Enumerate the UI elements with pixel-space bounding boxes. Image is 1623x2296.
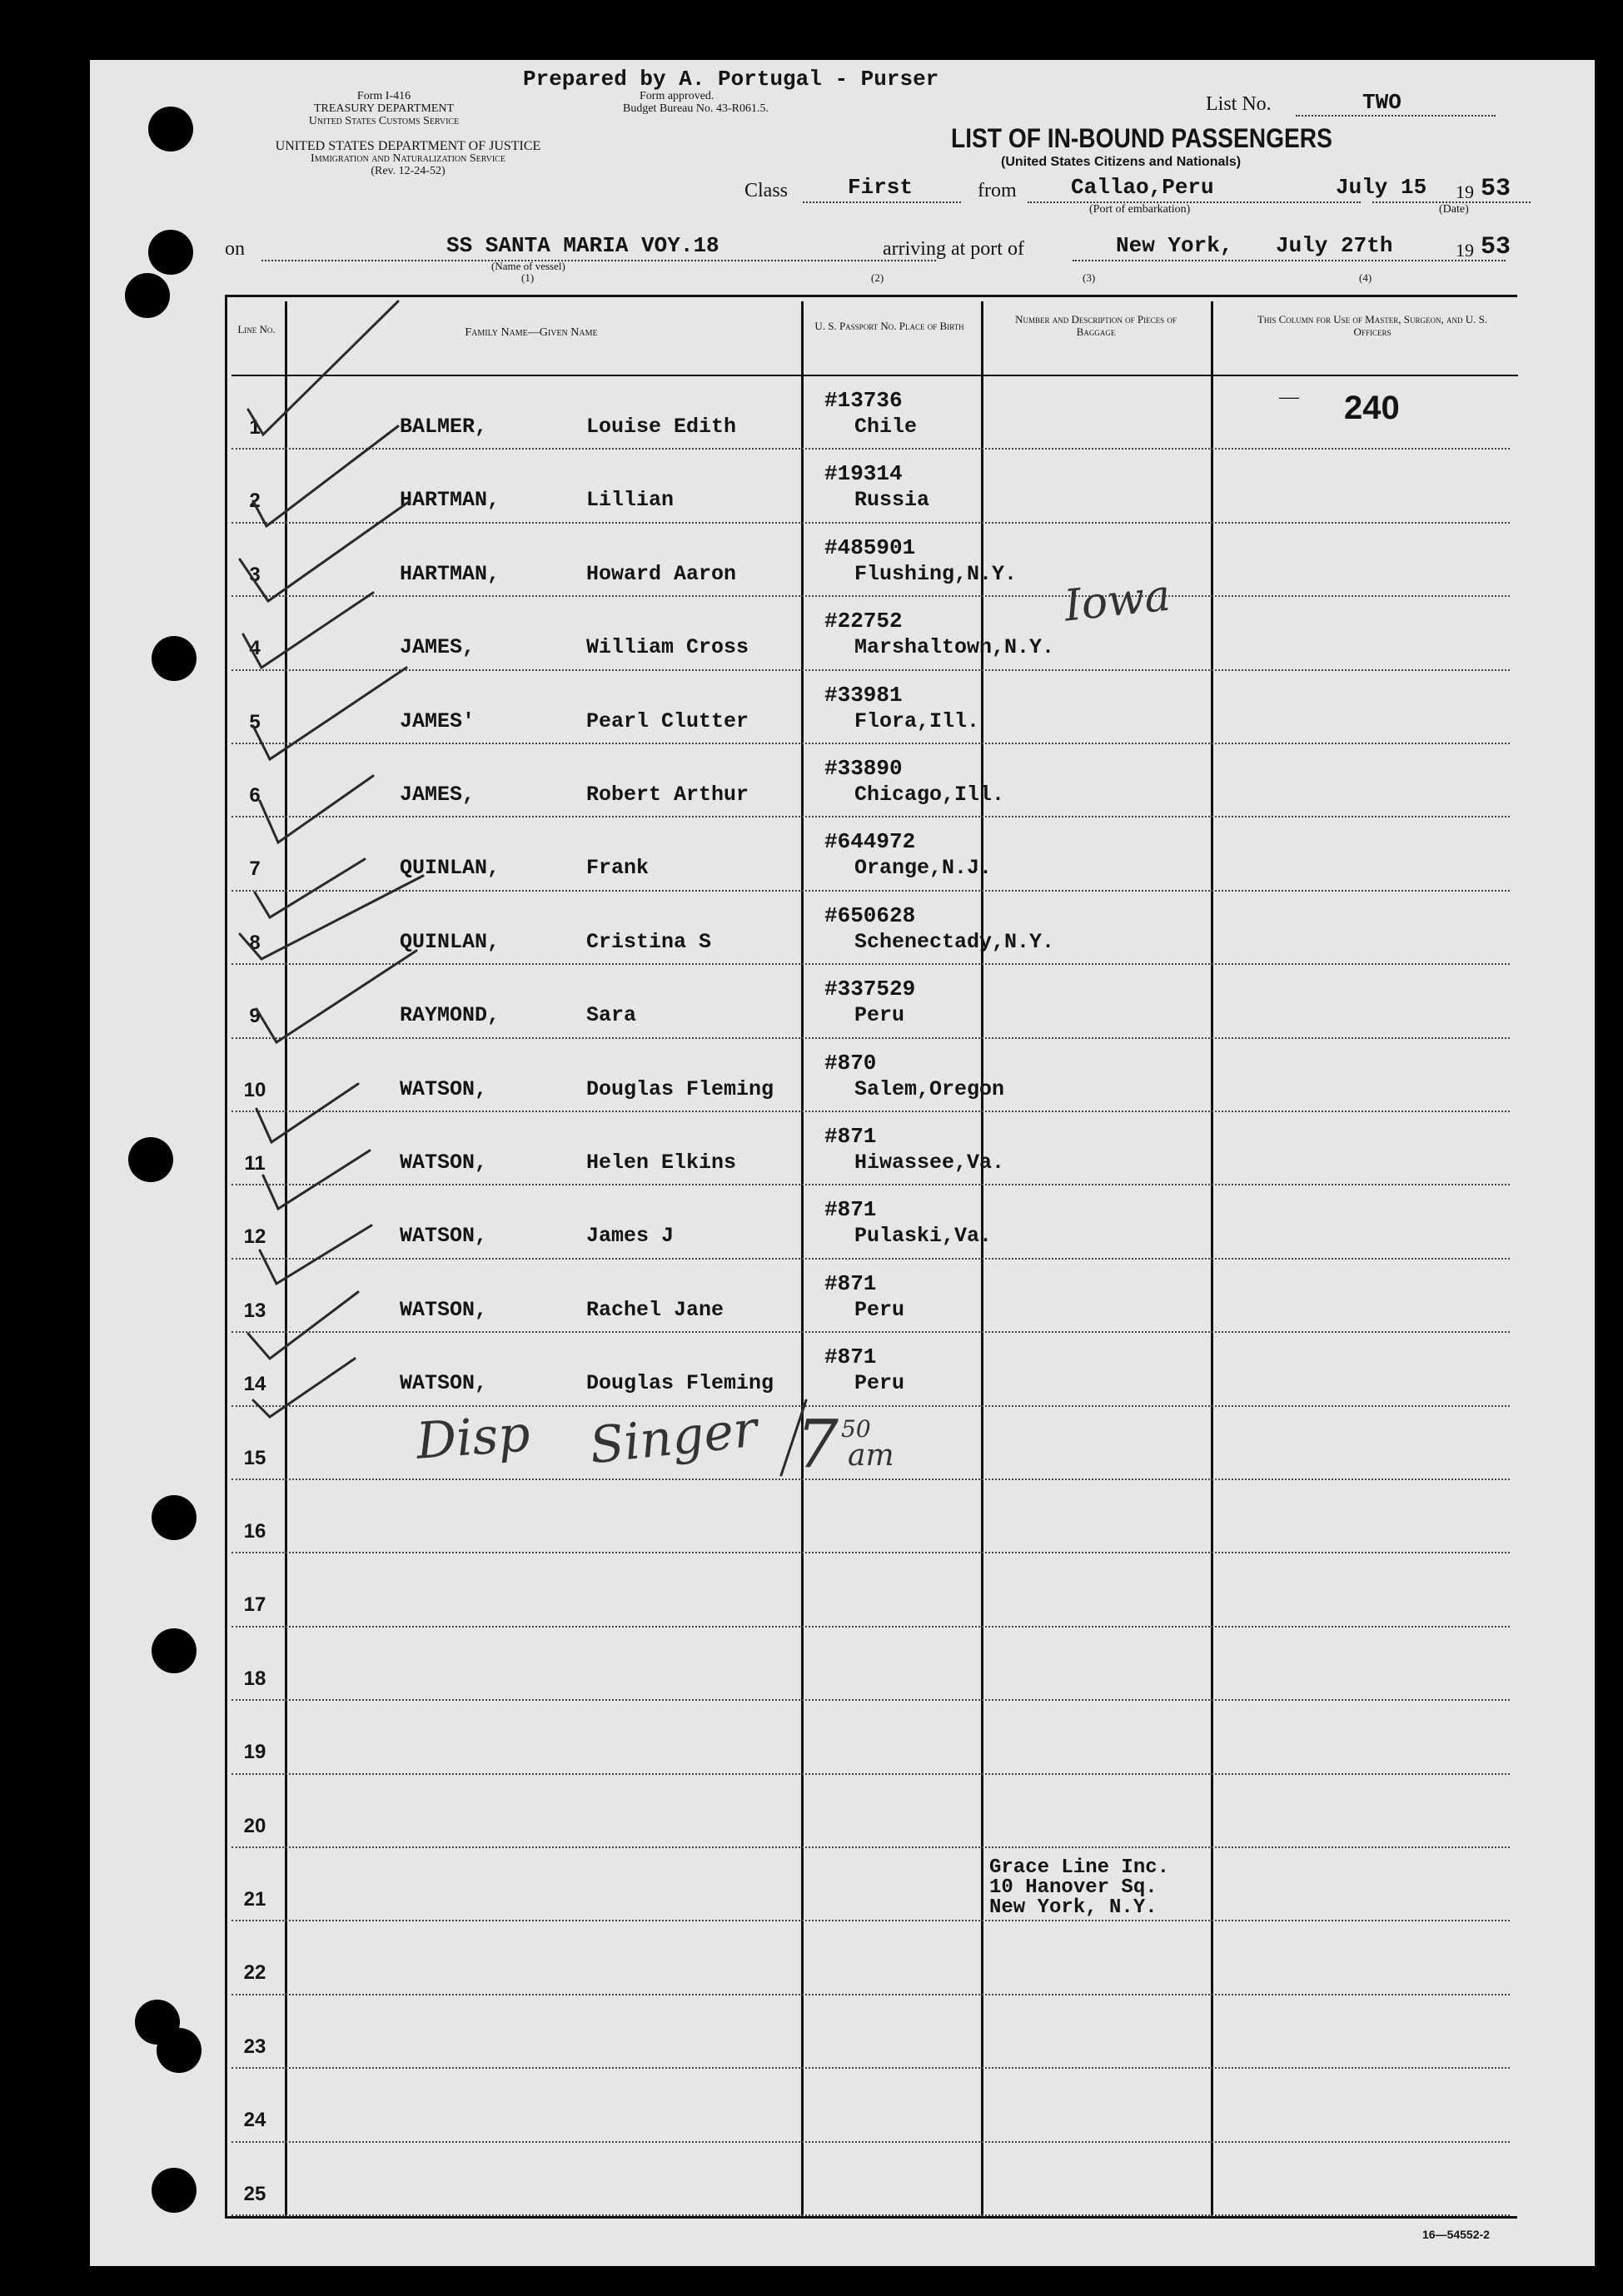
row-line-number: 15 [243, 1446, 266, 1469]
row-family-name: BALMER, [400, 415, 488, 439]
list-no-label: List No. [1206, 93, 1272, 115]
budget-bureau: Budget Bureau No. 43-R061.5. [623, 102, 769, 115]
binder-hole [128, 1137, 173, 1182]
row-line-number: 22 [243, 1961, 266, 1985]
row-line-number: 19 [243, 1741, 266, 1764]
justice-label: UNITED STATES DEPARTMENT OF JUSTICE [275, 139, 541, 153]
arrival-port-value: New York, [1116, 233, 1233, 258]
row-line-number: 1 [249, 416, 261, 439]
row-place-of-birth: Russia [854, 488, 930, 513]
port-caption: (Port of embarkation) [1089, 203, 1191, 216]
row-rule [232, 1846, 1510, 1848]
from-label: from [978, 180, 1017, 201]
row-given-name: James J [586, 1224, 675, 1249]
row-line-number: 2 [249, 490, 261, 513]
row-place-of-birth: Flora,Ill. [854, 708, 980, 733]
row-line-number: 23 [243, 2035, 266, 2058]
stamp-line-3: New York, N.Y. [989, 1896, 1158, 1919]
row-place-of-birth: Pulaski,Va. [854, 1224, 993, 1249]
row-line-number: 5 [249, 710, 261, 733]
port-dots [1028, 201, 1361, 203]
row-given-name: Howard Aaron [586, 561, 737, 586]
row-passport-no: #337529 [824, 977, 916, 1002]
form-number: Form I-416 [356, 90, 411, 102]
heading-officers: This Column for Use of Master, Surgeon, and U. S. Officers [1257, 313, 1488, 338]
class-value: First [848, 175, 914, 200]
row-line-number: 7 [249, 857, 261, 881]
stamp-line-1: Grace Line Inc. [989, 1856, 1170, 1879]
row-passport-no: #33981 [824, 682, 903, 708]
row-given-name: Lillian [586, 488, 675, 513]
row-passport-no: #485901 [824, 534, 916, 560]
row-line-number: 21 [243, 1888, 266, 1911]
binder-hole [125, 273, 170, 318]
row-passport-no: #19314 [824, 461, 903, 487]
row-passport-no: #871 [824, 1124, 877, 1149]
row-rule [232, 2214, 1510, 2216]
ins-label: Immigration and Naturalization Service [311, 152, 505, 165]
row-family-name: JAMES' [400, 708, 475, 733]
binder-hole [152, 2168, 197, 2213]
heading-line-no: Line No. [237, 323, 276, 335]
row-passport-no: #871 [824, 1270, 877, 1296]
row-passport-no: #650628 [824, 902, 916, 928]
row-family-name: HARTMAN, [400, 488, 500, 513]
row-place-of-birth: Flushing,N.Y. [854, 561, 1018, 586]
row-line-number: 17 [243, 1593, 266, 1617]
row-given-name: Louise Edith [586, 415, 737, 439]
manifest-page [90, 60, 1595, 2266]
row-line-number: 14 [243, 1373, 266, 1396]
table-bottom-border [225, 2216, 1517, 2219]
rev-label: (Rev. 12-24-52) [371, 165, 446, 177]
binder-hole [152, 1628, 197, 1673]
row-place-of-birth: Peru [854, 1003, 905, 1028]
row-rule [232, 2141, 1510, 2143]
row-passport-no: #871 [824, 1197, 877, 1223]
footer-form-code: 16—54552-2 [1422, 2228, 1490, 2241]
row-given-name: Helen Elkins [586, 1150, 737, 1175]
prepared-by: Prepared by A. Portugal - Purser [523, 67, 939, 92]
row-line-number: 8 [249, 931, 261, 954]
row-family-name: HARTMAN, [400, 561, 500, 586]
binder-hole [152, 1495, 197, 1540]
row-place-of-birth: Salem,Oregon [854, 1076, 1005, 1101]
binder-hole [152, 636, 197, 681]
row-given-name: Rachel Jane [586, 1297, 724, 1322]
port-value: Callao,Peru [1071, 175, 1214, 200]
year-prefix: 19 [1456, 181, 1474, 202]
row-place-of-birth: Hiwassee,Va. [854, 1150, 1005, 1175]
binder-hole [157, 2028, 202, 2073]
row-passport-no: #33890 [824, 756, 903, 781]
row-given-name: Robert Arthur [586, 783, 749, 807]
form-title: LIST OF IN-BOUND PASSENGERS [951, 123, 1332, 153]
row-passport-no: #870 [824, 1050, 877, 1076]
heading-name: Family Name—Given Name [465, 326, 598, 339]
row-family-name: QUINLAN, [400, 856, 500, 881]
handwritten-time-minutes: 50 [841, 1415, 871, 1443]
row-line-number: 25 [243, 2182, 266, 2205]
binder-hole [148, 107, 193, 152]
row-line-number: 4 [249, 637, 261, 660]
row-rule [232, 1626, 1510, 1628]
row-family-name: RAYMOND, [400, 1003, 500, 1028]
row-line-number: 20 [243, 1814, 266, 1837]
row-line-number: 24 [243, 2109, 266, 2132]
row-given-name: Douglas Fleming [586, 1076, 774, 1101]
company-stamp [989, 1858, 1169, 1918]
list-no-dots [1296, 115, 1496, 117]
row-place-of-birth: Marshaltown,N.Y. [854, 635, 1055, 660]
arrival-dots [1073, 260, 1506, 261]
officer-dash: — [1279, 386, 1299, 408]
stamp-line-2: 10 Hanover Sq. [989, 1876, 1158, 1899]
row-line-number: 11 [244, 1152, 266, 1175]
row-given-name: Frank [586, 856, 650, 881]
row-given-name: Sara [586, 1003, 637, 1028]
on-label: on [225, 238, 245, 260]
heading-baggage: Number and Description of Pieces of Baggage [1015, 313, 1177, 338]
arriving-label: arriving at port of [883, 238, 1024, 260]
row-rule [232, 1699, 1510, 1701]
row-family-name: QUINLAN, [400, 929, 500, 954]
row-family-name: WATSON, [400, 1150, 488, 1175]
binder-hole [148, 230, 193, 275]
row-rule [232, 1552, 1510, 1553]
list-no-value: TWO [1362, 90, 1401, 115]
row-passport-no: #22752 [824, 609, 903, 634]
row-place-of-birth: Schenectady,N.Y. [854, 929, 1055, 954]
row-place-of-birth: Peru [854, 1371, 905, 1396]
row-given-name: William Cross [586, 635, 749, 660]
vessel-caption: (Name of vessel) [491, 260, 565, 272]
row-line-number: 9 [249, 1005, 261, 1028]
row-given-name: Pearl Clutter [586, 708, 749, 733]
col-index-2: (2) [871, 271, 884, 284]
col-index-3: (3) [1083, 271, 1096, 284]
date-caption: (Date) [1439, 203, 1469, 216]
row-family-name: WATSON, [400, 1076, 488, 1101]
col-index-4: (4) [1359, 271, 1372, 284]
col-index-1: (1) [521, 271, 535, 284]
iowa-annotation: Iowa [1062, 570, 1173, 632]
row-family-name: WATSON, [400, 1224, 488, 1249]
class-label: Class [744, 180, 789, 201]
row-rule [232, 2067, 1510, 2069]
row-line-number: 10 [243, 1078, 266, 1101]
form-subtitle: (United States Citizens and Nationals) [1001, 155, 1242, 169]
row-family-name: WATSON, [400, 1371, 488, 1396]
arrival-year-prefix: 19 [1456, 240, 1474, 261]
row-rule [232, 1994, 1510, 1995]
handwritten-am: am [848, 1439, 894, 1473]
row-rule [232, 1773, 1510, 1775]
handwritten-signature-2: Singer [586, 1399, 760, 1476]
row-place-of-birth: Chicago,Ill. [854, 783, 1005, 807]
row-line-number: 3 [249, 563, 261, 586]
officer-note: 240 [1344, 390, 1400, 426]
row-family-name: JAMES, [400, 635, 475, 660]
form-approved: Form approved. [640, 90, 714, 102]
customs-label: United States Customs Service [308, 115, 460, 127]
date-value: July 15 [1336, 175, 1427, 200]
row-family-name: WATSON, [400, 1297, 488, 1322]
treasury-label: TREASURY DEPARTMENT [313, 102, 455, 115]
row-given-name: Douglas Fleming [586, 1371, 774, 1396]
row-family-name: JAMES, [400, 783, 475, 807]
row-line-number: 6 [249, 784, 261, 807]
row-place-of-birth: Peru [854, 1297, 905, 1322]
row-line-number: 16 [243, 1520, 266, 1543]
row-rule [232, 1920, 1510, 1921]
row-passport-no: #644972 [824, 829, 916, 855]
row-given-name: Cristina S [586, 929, 712, 954]
vessel-value: SS SANTA MARIA VOY.18 [446, 233, 719, 258]
heading-passport: U. S. Passport No. Place of Birth [814, 320, 964, 332]
row-place-of-birth: Orange,N.J. [854, 856, 993, 881]
row-line-number: 18 [243, 1667, 266, 1690]
checkmarks-svg [90, 60, 923, 1525]
row-line-number: 12 [243, 1225, 266, 1249]
row-place-of-birth: Chile [854, 415, 918, 439]
row-passport-no: #871 [824, 1344, 877, 1370]
row-line-number: 13 [243, 1299, 266, 1322]
handwritten-signature-1: Disp [414, 1404, 532, 1471]
arrival-date-value: July 27th [1276, 233, 1393, 258]
arrival-year-value: 53 [1481, 233, 1511, 261]
year-value: 53 [1481, 175, 1511, 203]
row-passport-no: #13736 [824, 388, 903, 413]
handwritten-time: 7 [796, 1405, 839, 1483]
